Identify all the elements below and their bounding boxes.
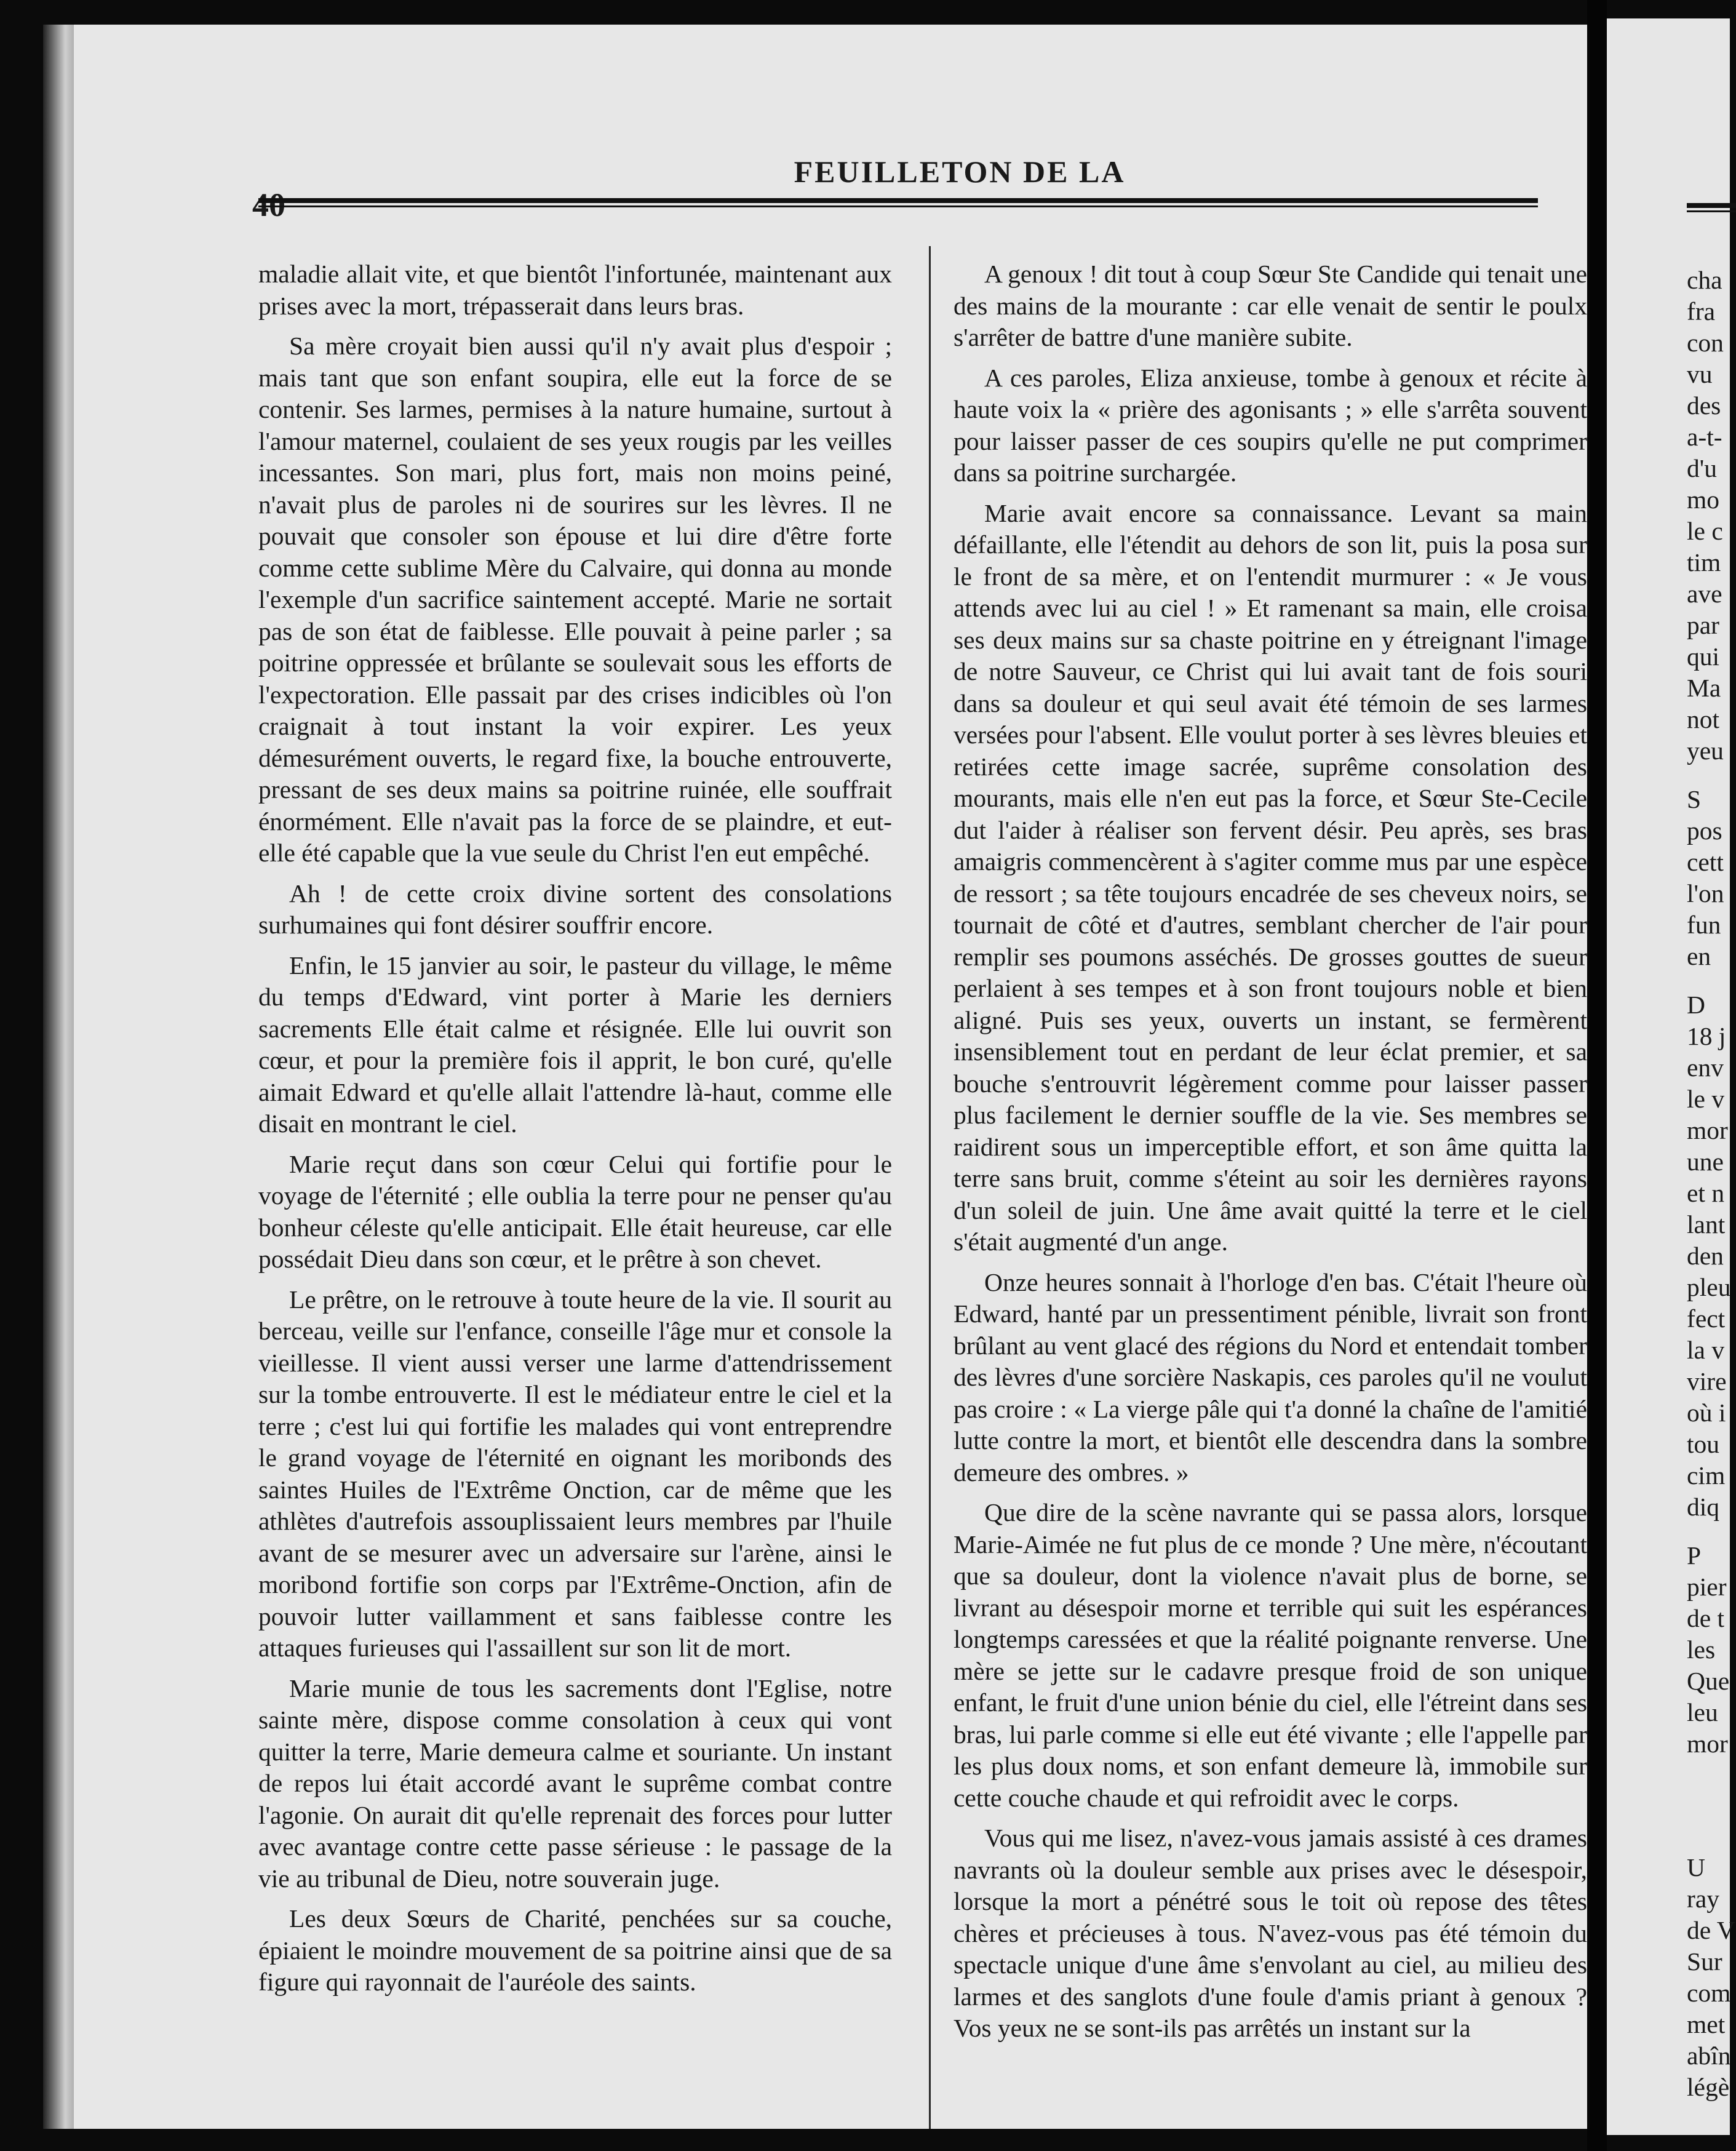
facing-line-fragment: 18 j — [1687, 1022, 1726, 1050]
facing-line-fragment: vire — [1687, 1367, 1727, 1395]
facing-line-fragment: cha — [1687, 266, 1722, 294]
paragraph: Vous qui me lisez, n'avez-vous jamais assisté à ces drames navrants où la douleur semble aux prises avec le désespoir, lorsque la mort a pénétré sous le toit où repose des têtes chères et précieuses à tous. N'avez-vous pas été témoin du spectacle unique d'une âme s'envolant au ciel, au milieu des larmes et des sanglots d'une foule d'amis priant à genoux ? Vos yeux ne se sont-ils pas arrêtés un instant sur la — [954, 1824, 1587, 2042]
facing-line-fragment: Que — [1687, 1667, 1730, 1695]
text-column-right — [954, 258, 1587, 2098]
facing-line-fragment: S — [1687, 785, 1702, 813]
facing-line-fragment: Ma — [1687, 674, 1721, 702]
facing-line-fragment: une — [1687, 1147, 1724, 1176]
facing-line-fragment: des — [1687, 391, 1721, 420]
paragraph: Sa mère croyait bien aussi qu'il n'y avait plus d'espoir ; mais tant que son enfant soupira, elle eut la force de se contenir. Ses larmes, permises à la nature humaine, surtout à l'amour maternel, coulaient de ses yeux rougis par les veilles incessantes. Son mari, plus fort, mais non moins peiné, n'avait plus de paroles ni de sourires sur les lèvres. Il ne pouvait que consoler son épouse et lui dire d'être forte comme cette sublime Mère du Calvaire, qui donna au monde l'exemple d'un sacrifice saintement accepté. Marie ne sortait pas de son état de faiblesse. Elle pouvait à peine parler ; sa poitrine oppressée et brûlante se soulevait sous les efforts de l'expectoration. Elle passait par des crises indicibles où l'on craignait à tout instant la voir expirer. Les yeux démesurément ouverts, le regard fixe, la bouche entrouverte, pressant de ses deux mains sa poitrine ruinée, elle souffrait énormément. Elle n'avait pas la force de se plaindre, et eut-elle été capable que la vue seule du Christ l'en eut empêché. — [258, 332, 892, 867]
facing-line-fragment: U — [1687, 1853, 1705, 1882]
facing-line-fragment: cim — [1687, 1461, 1726, 1490]
book-page — [74, 25, 1587, 2129]
facing-line-fragment: fect — [1687, 1304, 1726, 1333]
facing-line-fragment: où i — [1687, 1399, 1726, 1427]
facing-line-fragment: de t — [1687, 1604, 1725, 1632]
facing-line-fragment: con — [1687, 329, 1724, 357]
facing-line-fragment: de V — [1687, 1916, 1735, 1944]
facing-line-fragment: d'u — [1687, 454, 1717, 482]
running-title: FEUILLETON DE LA — [794, 154, 1126, 189]
facing-line-fragment: D — [1687, 991, 1705, 1019]
page-number: 40 — [252, 186, 285, 223]
facing-line-fragment: les — [1687, 1635, 1716, 1664]
facing-line-fragment: fra — [1687, 297, 1716, 325]
facing-line-fragment: par — [1687, 611, 1719, 639]
facing-line-fragment: diq — [1687, 1493, 1720, 1521]
facing-line-fragment: légè — [1687, 2073, 1730, 2101]
header-rule — [258, 198, 1538, 207]
column-divider — [929, 246, 931, 2129]
facing-line-fragment: le c — [1687, 517, 1723, 545]
facing-line-fragment: qui — [1687, 642, 1720, 671]
text-column-left — [258, 258, 892, 2129]
facing-line-fragment: env — [1687, 1053, 1724, 1082]
paragraph: Marie reçut dans son cœur Celui qui fortifie pour le voyage de l'éternité ; elle oublia la terre pour ne penser qu'au bonheur céleste qu'elle anticipait. Elle était heureuse, car elle possédait Dieu dans son cœur, et le prêtre à son chevet. — [258, 1149, 892, 1273]
paragraph: maladie allait vite, et que bientôt l'infortunée, maintenant aux prises avec la mort, trépasserait dans leurs bras. — [258, 260, 892, 320]
facing-line-fragment: not — [1687, 705, 1720, 733]
facing-line-fragment: yeu — [1687, 736, 1724, 765]
facing-line-fragment: l'on — [1687, 879, 1724, 908]
facing-line-fragment: vu — [1687, 360, 1713, 388]
facing-line-fragment: met — [1687, 2010, 1726, 2038]
facing-line-fragment: mor — [1687, 1730, 1728, 1758]
facing-line-fragment: mo — [1687, 485, 1720, 514]
facing-line-fragment: Sur — [1687, 1947, 1722, 1976]
facing-line-fragment: fun — [1687, 911, 1721, 939]
facing-line-fragment: en — [1687, 942, 1711, 970]
paragraph: Enfin, le 15 janvier au soir, le pasteur du village, le même du temps d'Edward, vint porter à Marie les derniers sacrements Elle était calme et résignée. Elle lui ouvrit son cœur, et pour la première fois il apprit, le bon curé, qu'elle aimait Edward et qu'elle allait l'attendre là-haut, comme elle disait en montrant le ciel. — [258, 951, 892, 1138]
paragraph: Ah ! de cette croix divine sortent des consolations surhumaines qui font désirer souffrir encore. — [258, 879, 892, 939]
facing-line-fragment: tim — [1687, 548, 1721, 577]
paragraph: Onze heures sonnait à l'horloge d'en bas. C'était l'heure où Edward, hanté par un pressentiment pénible, livrait son front brûlant au vent glacé des régions du Nord et entendait tomber des lèvres d'une sorcière Naskapis, ces paroles qu'il ne voulut pas croire : « La vierge pâle qui t'a donné la chaîne de l'amitié lutte contre la mort, et bientôt elle descendra dans la sombre demeure des ombres. » — [954, 1267, 1587, 1487]
facing-line-fragment: pier — [1687, 1573, 1727, 1601]
paragraph: Le prêtre, on le retrouve à toute heure de la vie. Il sourit au berceau, veille sur l'enfance, conseille l'âge mur et console la vieillesse. Il vient aussi verser une larme d'attendrissement sur la tombe entrouverte. Il est le médiateur entre le ciel et la terre ; c'est lui qui fortifie les malades qui vont entreprendre le grand voyage de l'éternité en oignant les moribonds des saintes Huiles de l'Extrême Onction, car de même que les athlètes d'autrefois assouplissaient leurs membres par l'huile avant de se mesurer avec un adversaire sur l'arène, ainsi le moribond fortifie son corps par l'Extrême-Onction, afin de pouvoir lutter vaillamment et sans faiblesse contre les attaques furieuses qui l'assaillent sur son lit de mort. — [258, 1285, 892, 1662]
paragraph: Marie munie de tous les sacrements dont l'Eglise, notre sainte mère, dispose comme consolation à ceux qui vont quitter la terre, Marie demeura calme et souriante. Un instant de repos lui était accordé avant le suprême combat contre l'agonie. On aurait dit qu'elle reprenait des forces pour lutter avec avantage contre cette passe sérieuse : le passage de la vie au tribunal de Dieu, notre souverain juge. — [258, 1674, 892, 1893]
facing-line-fragment: mor — [1687, 1116, 1728, 1144]
facing-line-fragment: a-t- — [1687, 423, 1722, 451]
facing-line-fragment: leu — [1687, 1698, 1718, 1726]
facing-line-fragment: pleu — [1687, 1273, 1731, 1301]
facing-line-fragment: la v — [1687, 1336, 1725, 1364]
facing-line-fragment: den — [1687, 1242, 1724, 1270]
paragraph: Marie avait encore sa connaissance. Levant sa main défaillante, elle l'étendit au dehors de son lit, puis la posa sur le front de sa mère, et on l'entendit murmurer : « Je vous attends avec lui au ciel ! » Et ramenant sa main, elle croisa ses deux mains sur sa chaste poitrine en y étreignant l'image de notre Sauveur, ce Christ qui lui avait tant de fois souri dans sa douleur et qui seul avait été témoin de ses larmes versées pour l'absent. Elle voulut porter à ses lèvres bleuies et retirées cette image sacrée, suprême consolation des mourants, mais elle n'en eut pas la force, et Sœur Ste-Cecile dut l'aider à réaliser son fervent désir. Peu après, ses bras amaigris commencèrent à s'agiter comme mus par une espèce de ressort ; sa tête toujours encadrée de ses cheveux noirs, se tournait de côté et d'autres, semblant chercher de l'air pour remplir ses poumons asséchés. De grosses gouttes de sueur perlaient à ses tempes et à son front toujours noble et bien aligné. Puis ses yeux, ouverts un instant, se fermèrent insensiblement tout en perdant de leur éclat premier, et sa bouche s'entrouvrit légèrement comme pour laisser passer plus facilement le dernier souffle de la vie. Ses membres se raidirent sous un imperceptible effort, et son âme quitta la terre sans bruit, comme s'éteint au soir les dernières rayons d'un soleil de juin. Une âme avait quitté la terre et le ciel s'était augmenté d'un ange. — [954, 498, 1587, 1256]
facing-line-fragment: le v — [1687, 1085, 1725, 1113]
facing-line-fragment: tou — [1687, 1430, 1720, 1458]
paragraph: Les deux Sœurs de Charité, penchées sur sa couche, épiaient le moindre mouvement de sa poitrine ainsi que de sa figure qui rayonnait de l'auréole des saints. — [258, 1904, 892, 1996]
facing-line-fragment: P — [1687, 1541, 1702, 1570]
facing-line-fragment: et n — [1687, 1179, 1725, 1207]
facing-line-fragment: abîn — [1687, 2041, 1731, 2070]
paragraph: Que dire de la scène navrante qui se passa alors, lorsque Marie-Aimée ne fut plus de ce monde ? Une mère, n'écoutant que sa douleur, dont la violence n'avait plus de borne, se livrant au désespoir morne et terrible qui suit les espérances longtemps caressées et que la réalité poignante renverse. Une mère se jette sur le cadavre presque froid de son unique enfant, le fruit d'une union bénie du ciel, elle l'étreint dans ses bras, lui parle comme si elle eut été vivante ; elle l'appelle par les plus doux noms, et son enfant demeure là, immobile sur cette couche chaude et qui refroidit avec le corps. — [954, 1498, 1587, 1812]
facing-page-fragment — [1607, 18, 1735, 2135]
facing-line-fragment: ave — [1687, 580, 1722, 608]
paragraph: A ces paroles, Eliza anxieuse, tombe à genoux et récite à haute voix la « prière des agonisants ; » elle s'arrêta souvent pour laisser passer de ces soupirs qu'elle ne put comprimer dans sa poitrine surchargée. — [954, 363, 1587, 487]
facing-line-fragment: ray — [1687, 1885, 1719, 1913]
book-gutter — [1587, 0, 1607, 2151]
facing-line-fragment: cett — [1687, 848, 1724, 876]
facing-line-fragment: lant — [1687, 1210, 1726, 1239]
facing-line-fragment: com — [1687, 1979, 1731, 2007]
facing-line-fragment: pos — [1687, 816, 1722, 845]
facing-header-rule — [1687, 203, 1736, 212]
paragraph: A genoux ! dit tout à coup Sœur Ste Candide qui tenait une des mains de la mourante : car elle venait de sentir le poulx s'arrêter de battre d'une manière subite. — [954, 260, 1587, 351]
